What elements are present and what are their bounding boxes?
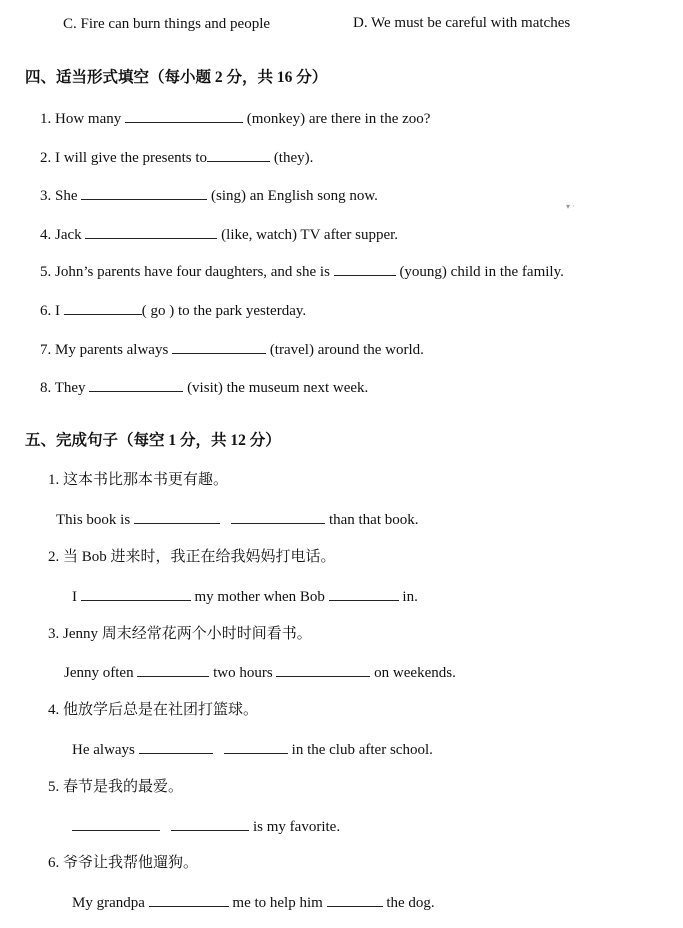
- s5q6-blank-1[interactable]: [149, 892, 229, 907]
- s5q2-suffix: in.: [402, 589, 418, 605]
- s4-question-3: [40, 185, 378, 206]
- q6-suffix: ( go ) to the park yesterday.: [141, 303, 307, 319]
- q7-prefix: 7. My parents always: [40, 342, 169, 358]
- s5q4-prefix: He always: [72, 742, 135, 758]
- q8-prefix: 8. They: [40, 380, 86, 396]
- s5-q5-english: [72, 816, 340, 837]
- q4-suffix: (like, watch) TV after supper.: [221, 227, 399, 243]
- q8-blank[interactable]: [89, 377, 183, 392]
- s5q3-middle: two hours: [213, 665, 273, 681]
- s5q1-blank-2[interactable]: [231, 509, 325, 524]
- q5-prefix: 5. John’s parents have four daughters, and she is: [40, 264, 330, 280]
- s5-q3-english: [64, 662, 456, 683]
- s4-question-8: [40, 377, 368, 398]
- s4-question-5: [40, 261, 564, 282]
- q4-blank[interactable]: [85, 224, 217, 239]
- s5-q6-chinese: 6. 爷爷让我帮他遛狗。: [48, 855, 199, 871]
- q2-prefix: 2. I will give the presents to: [40, 150, 208, 166]
- s5q6-suffix: the dog.: [386, 895, 435, 911]
- s5-q5-chinese: 5. 春节是我的最爱。: [48, 779, 184, 795]
- s5-q4-chinese: 4. 他放学后总是在社团打篮球。: [48, 702, 259, 718]
- q5-blank[interactable]: [334, 261, 396, 276]
- q5-suffix: (young) child in the family.: [399, 264, 564, 280]
- s5q4-suffix: in the club after school.: [291, 742, 433, 758]
- q6-prefix: 6. I: [40, 303, 60, 319]
- s4-question-6: [40, 300, 306, 321]
- s5q2-blank-2[interactable]: [329, 586, 399, 601]
- s5q4-blank-1[interactable]: [139, 739, 213, 754]
- s5-q2-english: [72, 586, 418, 607]
- q3-blank[interactable]: [81, 185, 207, 200]
- s5q1-blank-1[interactable]: [134, 509, 220, 524]
- s5q5-blank-1[interactable]: [72, 816, 160, 831]
- s5q5-suffix: is my favorite.: [253, 819, 341, 835]
- s5q3-prefix: Jenny often: [64, 665, 134, 681]
- q3-prefix: 3. She: [40, 188, 78, 204]
- s5q3-suffix: on weekends.: [374, 665, 456, 681]
- q7-blank[interactable]: [172, 339, 266, 354]
- q1-blank[interactable]: [125, 108, 243, 123]
- s4-question-1: [40, 108, 430, 129]
- q2-blank[interactable]: [207, 147, 270, 162]
- option-d: D. We must be careful with matches: [353, 15, 571, 31]
- q1-prefix: 1. How many: [40, 111, 122, 127]
- s4-question-4: [40, 224, 398, 245]
- s5q3-blank-2[interactable]: [276, 662, 370, 677]
- s5-q3-chinese: 3. Jenny 周末经常花两个小时时间看书。: [48, 626, 312, 642]
- section5-heading: 五、完成句子（每空 1 分，共 12 分）: [25, 432, 281, 449]
- q8-suffix: (visit) the museum next week.: [187, 380, 369, 396]
- s5q2-prefix: I: [72, 589, 77, 605]
- s5q2-blank-1[interactable]: [81, 586, 191, 601]
- option-c: C. Fire can burn things and people: [63, 16, 271, 32]
- s4-question-2: [40, 147, 313, 168]
- s5-q6-english: [72, 892, 435, 913]
- q2-suffix: (they).: [273, 150, 314, 166]
- s5q2-middle: my mother when Bob: [194, 589, 325, 605]
- q7-suffix: (travel) around the world.: [269, 342, 424, 358]
- s5-q1-english: [56, 509, 419, 530]
- s5q6-middle: me to help him: [232, 895, 323, 911]
- s5-q1-chinese: 1. 这本书比那本书更有趣。: [48, 472, 229, 488]
- q3-suffix: (sing) an English song now.: [211, 188, 378, 204]
- q6-blank[interactable]: [64, 300, 142, 315]
- section4-heading: 四、适当形式填空（每小题 2 分，共 16 分）: [25, 69, 328, 86]
- s5-q2-chinese: 2. 当 Bob 进来时，我正在给我妈妈打电话。: [48, 549, 336, 565]
- s5q5-blank-2[interactable]: [171, 816, 249, 831]
- s4-question-7: [40, 339, 424, 360]
- s5q3-blank-1[interactable]: [137, 662, 209, 677]
- scan-speck: ▾ ·: [566, 202, 575, 211]
- s5q1-prefix: This book is: [56, 512, 131, 528]
- q1-suffix: (monkey) are there in the zoo?: [246, 111, 431, 127]
- s5q6-prefix: My grandpa: [72, 895, 145, 911]
- s5q1-suffix: than that book.: [328, 512, 419, 528]
- s5q6-blank-2[interactable]: [327, 892, 383, 907]
- q4-prefix: 4. Jack: [40, 227, 82, 243]
- s5q4-blank-2[interactable]: [224, 739, 288, 754]
- s5-q4-english: [72, 739, 433, 760]
